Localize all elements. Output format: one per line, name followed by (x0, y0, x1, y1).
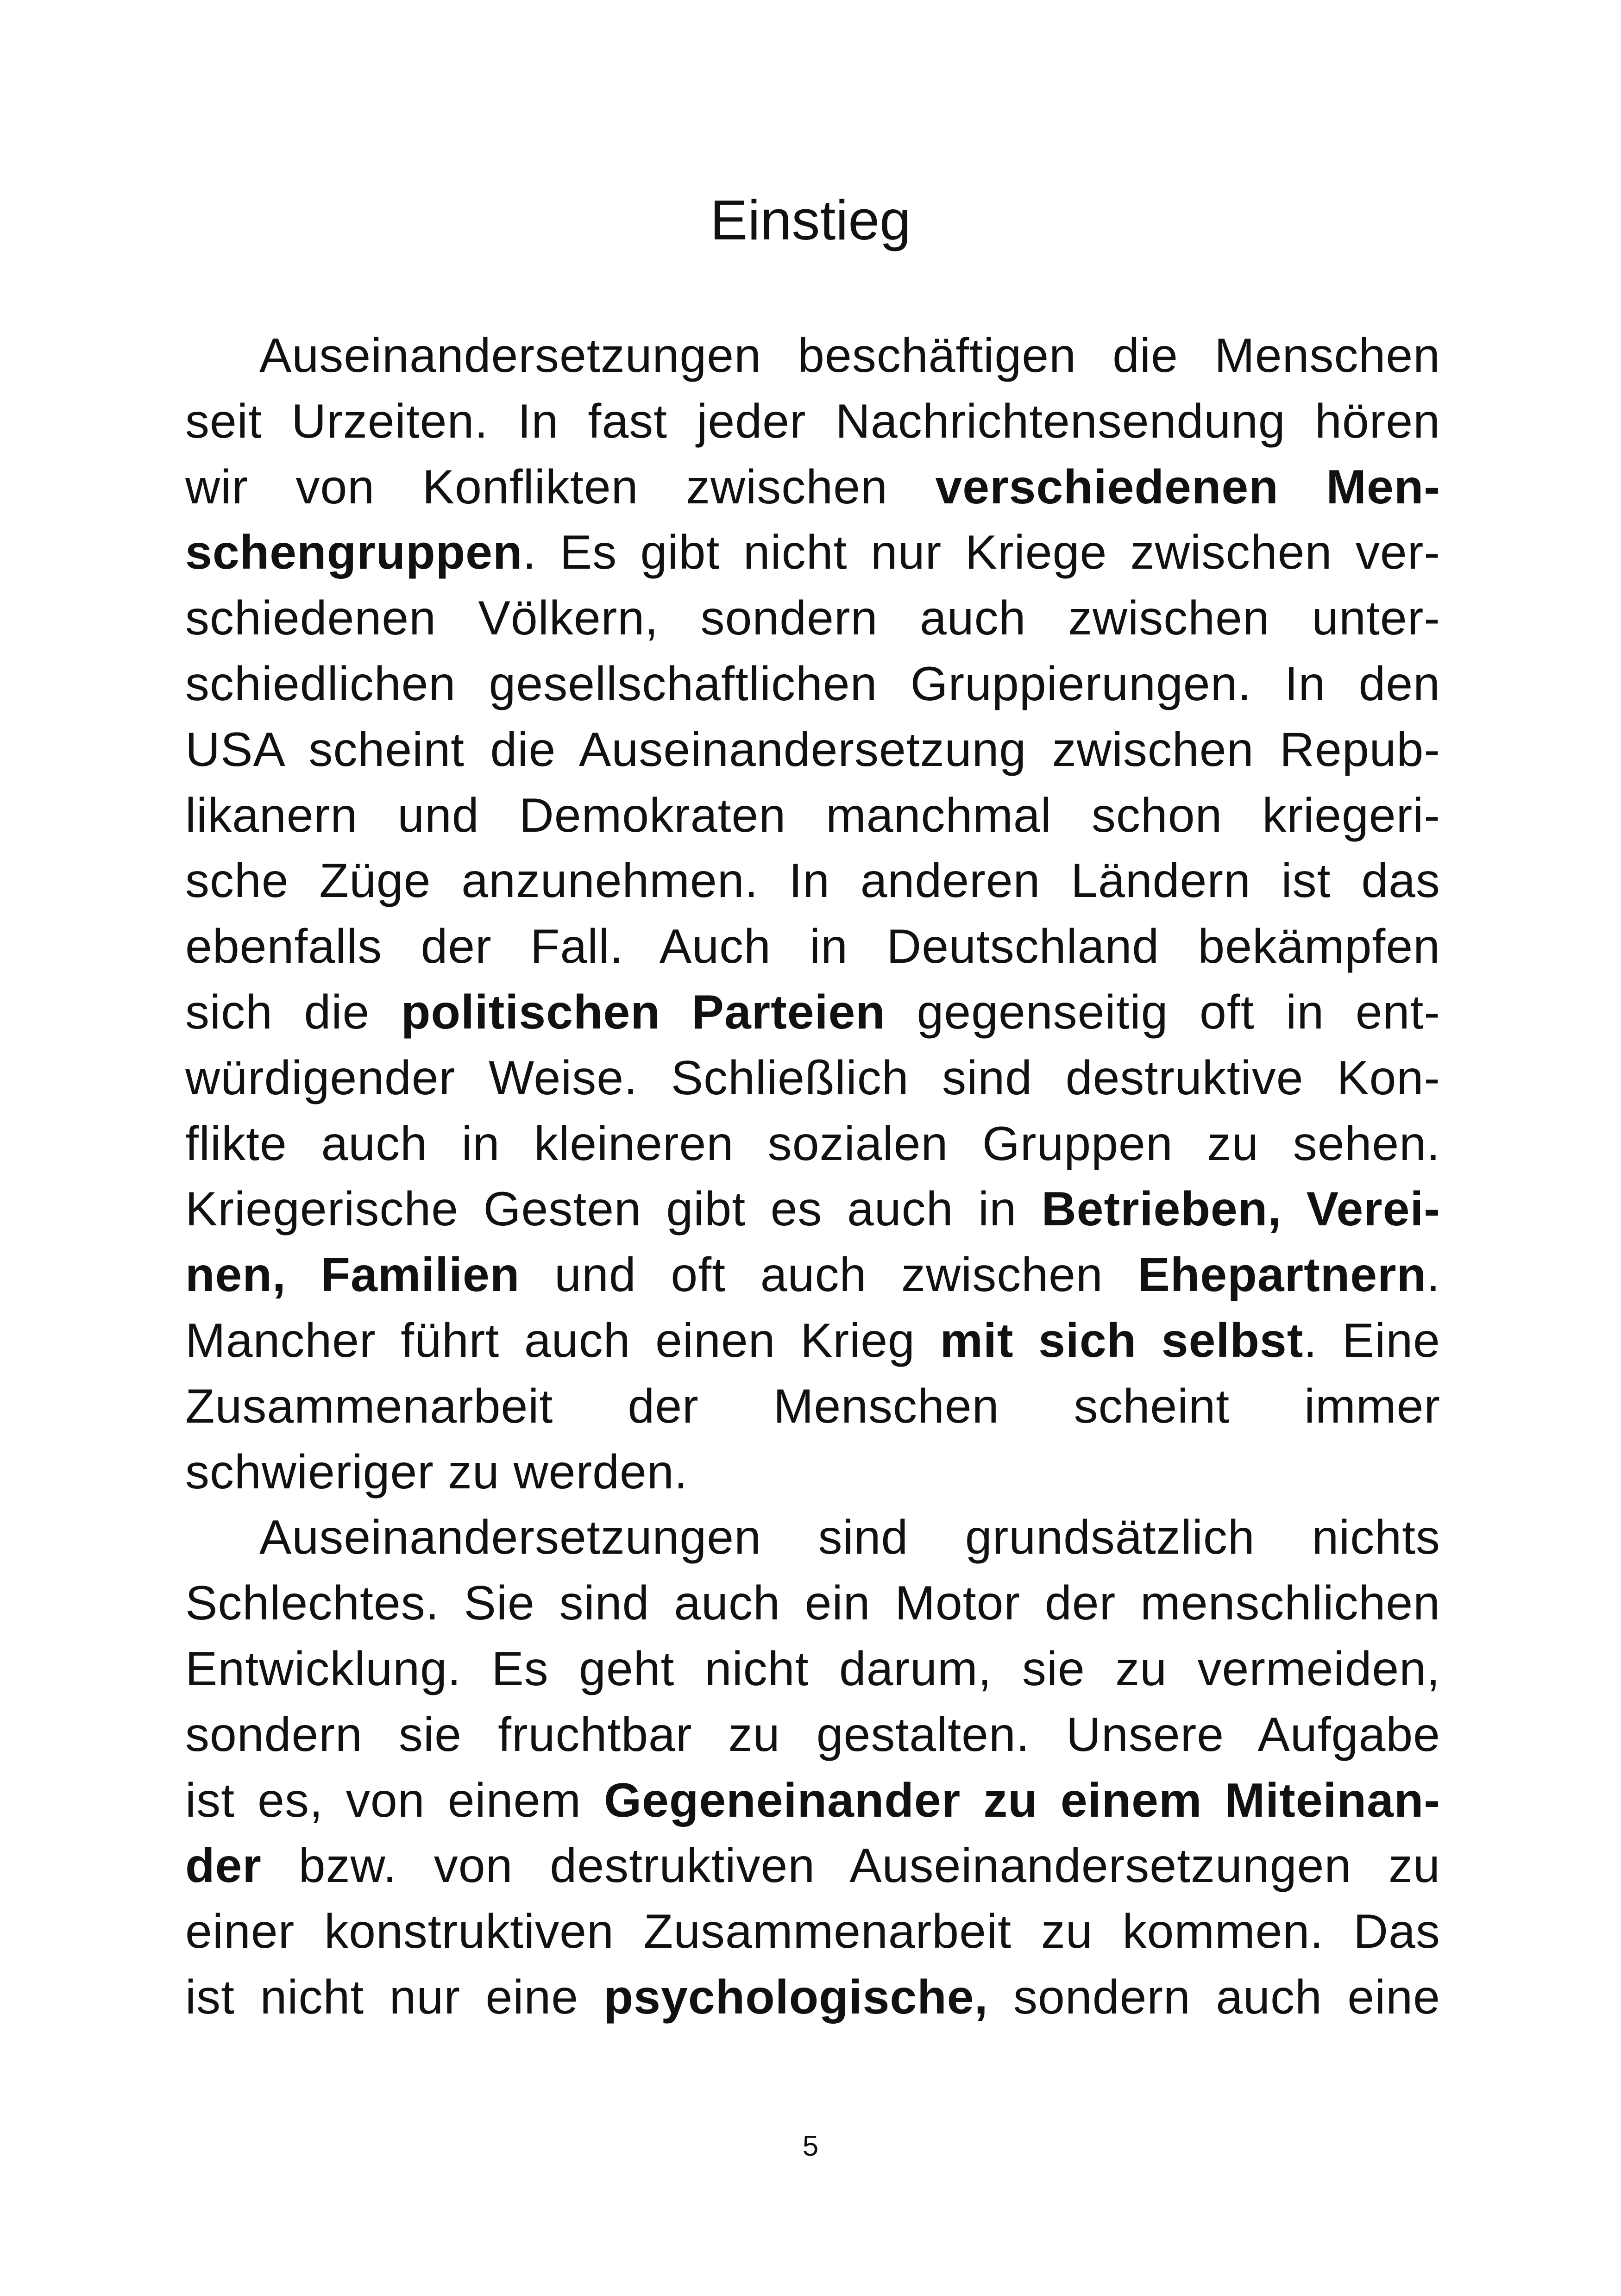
emphasis: verschiedenen Men- (935, 460, 1440, 514)
emphasis: Gegeneinander zu einem Miteinan- (604, 1773, 1440, 1827)
text-line: einer konstruktiven Zusammenarbeit zu kommen. Das (185, 1905, 1440, 1959)
text-line: würdigender Weise. Schließlich sind destruktive Kon- (185, 1051, 1440, 1105)
emphasis: mit sich selbst (940, 1313, 1304, 1368)
body-text (185, 323, 1440, 2031)
text-line: likanern und Demokraten manchmal schon kriegeri- (185, 788, 1440, 842)
text-line: USA scheint die Auseinandersetzung zwischen Repub- (185, 722, 1440, 777)
emphasis: politischen Parteien (401, 985, 886, 1039)
text-line: ebenfalls der Fall. Auch in Deutschland bekämpfen (185, 920, 1440, 974)
text-line: Zusammenarbeit der Menschen scheint immer (185, 1379, 1440, 1433)
text-line: Auseinandersetzungen sind grundsätzlich nichts (259, 1511, 1440, 1565)
text-line: flikte auch in kleineren sozialen Gruppen zu sehen. (185, 1117, 1440, 1171)
text-line: ist es, von einem Gegeneinander zu einem Miteinan- (185, 1773, 1440, 1827)
emphasis: Ehepartnern (1137, 1248, 1427, 1302)
text-line: Schlechtes. Sie sind auch ein Motor der menschlichen (185, 1576, 1440, 1631)
text-line: schwieriger zu werden. (185, 1445, 688, 1499)
text-line: sondern sie fruchtbar zu gestalten. Unsere Aufgabe (185, 1707, 1440, 1762)
page-number: 5 (802, 2130, 819, 2162)
text-line: sche Züge anzunehmen. In anderen Ländern ist das (185, 854, 1440, 908)
text-line: der bzw. von destruktiven Auseinandersetzungen zu (185, 1839, 1440, 1893)
text-line: Kriegerische Gesten gibt es auch in Betrieben, Verei- (185, 1182, 1441, 1236)
text-line: Auseinandersetzungen beschäftigen die Menschen (259, 329, 1440, 383)
text-line: Entwicklung. Es geht nicht darum, sie zu vermeiden, (185, 1642, 1440, 1696)
text-line: ist nicht nur eine psychologische, sondern auch eine (185, 1970, 1440, 2024)
text-line: Mancher führt auch einen Krieg mit sich selbst. Eine (185, 1313, 1441, 1368)
text-line: seit Urzeiten. In fast jeder Nachrichtensendung hören (185, 394, 1440, 448)
text-line: sich die politischen Parteien gegenseitig oft in ent- (185, 985, 1440, 1039)
emphasis: der (185, 1839, 262, 1893)
emphasis: psychologische, (603, 1970, 988, 2024)
text-line: schengruppen. Es gibt nicht nur Kriege zwischen ver- (185, 526, 1440, 580)
emphasis: schengruppen (185, 526, 523, 580)
emphasis: Betrieben, Verei- (1041, 1182, 1441, 1236)
chapter-title: Einstieg (710, 188, 911, 251)
text-line: schiedlichen gesellschaftlichen Gruppierungen. In den (185, 657, 1440, 711)
text-line: schiedenen Völkern, sondern auch zwischen unter- (185, 591, 1440, 646)
emphasis: nen, Familien (185, 1248, 520, 1302)
text-line: wir von Konflikten zwischen verschiedenen Men- (185, 460, 1440, 514)
text-line: nen, Familien und oft auch zwischen Ehepartnern. (185, 1248, 1440, 1302)
